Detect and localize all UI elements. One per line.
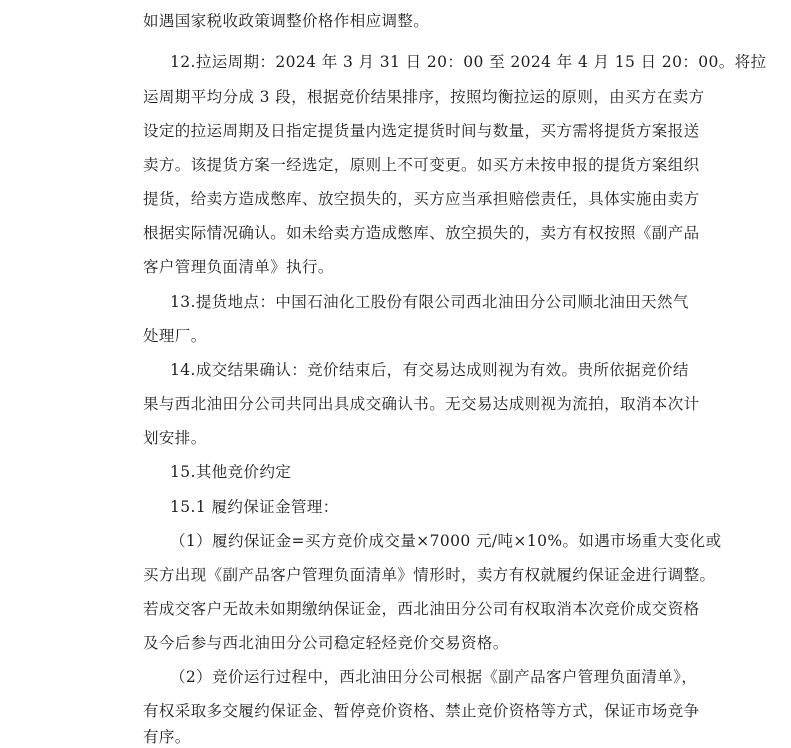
text-line: 如遇国家税收政策调整价格作相应调整。 bbox=[143, 12, 430, 30]
text-line: 根据实际情况确认。如未给卖方造成憋库、放空损失的，卖方有权按照《副产品 bbox=[143, 224, 700, 242]
text-line: 设定的拉运周期及日指定提货量内选定提货时间与数量，买方需将提货方案报送 bbox=[143, 122, 700, 140]
text-line: 15.1 履约保证金管理： bbox=[170, 498, 339, 516]
text-line: 卖方。该提货方案一经选定，原则上不可变更。如买方未按申报的提货方案组织 bbox=[143, 156, 700, 174]
text-line: 有序。 bbox=[143, 728, 191, 746]
text-line: 处理厂。 bbox=[143, 327, 207, 345]
text-line: 若成交客户无故未如期缴纳保证金，西北油田分公司有权取消本次竞价成交资格 bbox=[143, 600, 700, 618]
text-line: （1）履约保证金=买方竞价成交量×7000 元/吨×10%。如遇市场重大变化或 bbox=[170, 532, 722, 550]
text-line: 提货，给卖方造成憋库、放空损失的，买方应当承担赔偿责任，具体实施由卖方 bbox=[143, 190, 700, 208]
text-line: 果与西北油田分公司共同出具成交确认书。无交易达成则视为流拍，取消本次计 bbox=[143, 395, 700, 413]
text-line: 12.拉运周期：2024 年 3 月 31 日 20：00 至 2024 年 4 月 15 日 20：00。将拉 bbox=[170, 53, 767, 71]
text-line: 买方出现《副产品客户管理负面清单》情形时，卖方有权就履约保证金进行调整。 bbox=[143, 566, 716, 584]
text-line: 15.其他竞价约定 bbox=[170, 463, 292, 481]
text-line: 划安排。 bbox=[143, 429, 207, 447]
text-line: 13.提货地点：中国石油化工股份有限公司西北油田分公司顺北油田天然气 bbox=[170, 293, 689, 311]
text-line: 及今后参与西北油田分公司稳定轻烃竞价交易资格。 bbox=[143, 634, 509, 652]
text-line: （2）竞价运行过程中，西北油田分公司根据《副产品客户管理负面清单》， bbox=[170, 668, 698, 686]
text-line: 运周期平均分成 3 段，根据竞价结果排序，按照均衡拉运的原则，由买方在卖方 bbox=[143, 88, 705, 106]
text-line: 有权采取多交履约保证金、暂停竞价资格、禁止竞价资格等方式，保证市场竞争 bbox=[143, 702, 700, 720]
text-line: 客户管理负面清单》执行。 bbox=[143, 258, 334, 276]
text-line: 14.成交结果确认：竞价结束后，有交易达成则视为有效。贵所依据竞价结 bbox=[170, 361, 689, 379]
